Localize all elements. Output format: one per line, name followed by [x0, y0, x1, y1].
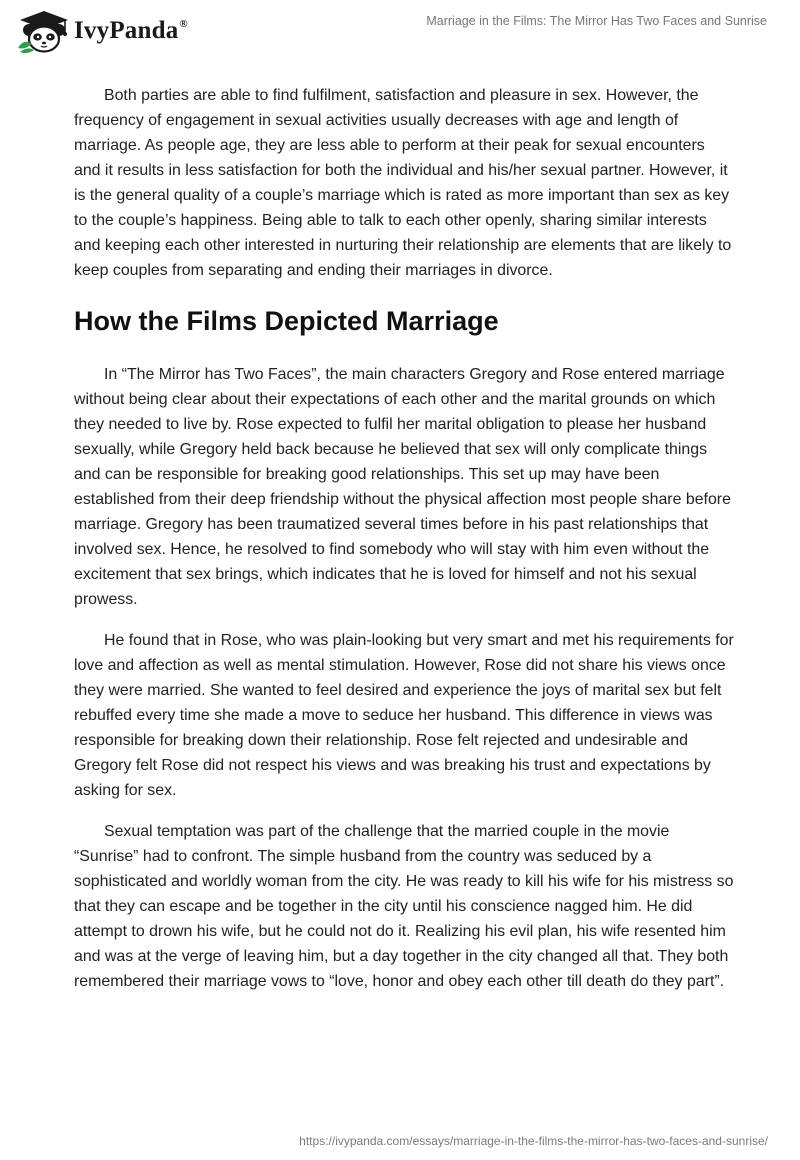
paragraph-2: In “The Mirror has Two Faces”, the main characters Gregory and Rose entered marriage without being clear about their expectations of each other and the marital grounds on which they needed to live by. Rose expected to fulfil her marital obligation to please her husband sexually, while Gregory held back because he believed that sex will only complicate things and can be responsible for breaking good relationships. This set up may have been established from their deep friendship without the physical affection most people share before marriage. Gregory has been traumatized several times before in his past relationships that involved sex. Hence, he resolved to find somebody who will stay with him even without the excitement that sex brings, which indicates that he is loved for himself and not his sexual prowess.	[74, 366, 731, 608]
section-heading: How the Films Depicted Marriage	[74, 306, 499, 336]
essay-content	[74, 83, 734, 1010]
brand-text: IvyPanda	[74, 17, 179, 44]
panda-graduate-icon	[14, 8, 70, 54]
paragraph-1: Both parties are able to find fulfilment, satisfaction and pleasure in sex. However, the frequency of engagement in sexual activities usually decreases with age and length of marriage. As people age, they are less able to perform at their peak for sexual encounters and it results in less satisfaction for both the individual and his/her sexual partner. However, it is the general quality of a couple’s marriage which is rated as more important than sex as key to the couple’s happiness. Being able to talk to each other openly, sharing similar interests and keeping each other interested in nurturing their relationship are elements that are likely to keep couples from separating and ending their marriages in divorce.	[74, 87, 732, 279]
paragraph-4: Sexual temptation was part of the challenge that the married couple in the movie “Sunrise” had to confront. The simple husband from the country was seduced by a sophisticated and worldly woman from the city. He was ready to kill his wife for his mistress so that they can escape and be together in the city until his conscience nagged him. He did attempt to drown his wife, but he could not do it. Realizing his evil plan, his wife resented him and was at the verge of leaving him, but a day together in the city changed all that. They both remembered their marriage vows to “love, honor and obey each other till death do they part”.	[74, 823, 734, 990]
source-url[interactable]: https://ivypanda.com/essays/marriage-in-the-films-the-mirror-has-two-faces-and-sunrise/	[299, 1134, 768, 1148]
page-header	[0, 0, 800, 62]
brand-name	[74, 17, 188, 45]
ivypanda-logo[interactable]	[14, 8, 188, 54]
registered-mark: ®	[179, 18, 188, 30]
document-title: Marriage in the Films: The Mirror Has Two Faces and Sunrise	[426, 14, 767, 28]
paragraph-3: He found that in Rose, who was plain-looking but very smart and met his requirements for love and affection as well as mental stimulation. However, Rose did not share his views once they were married. She wanted to feel desired and experience the joys of marital sex but felt rebuffed every time she made a move to seduce her husband. This difference in views was responsible for breaking down their relationship. Rose felt rejected and undesirable and Gregory felt Rose did not respect his views and was breaking his trust and expectations by asking for sex.	[74, 632, 734, 799]
